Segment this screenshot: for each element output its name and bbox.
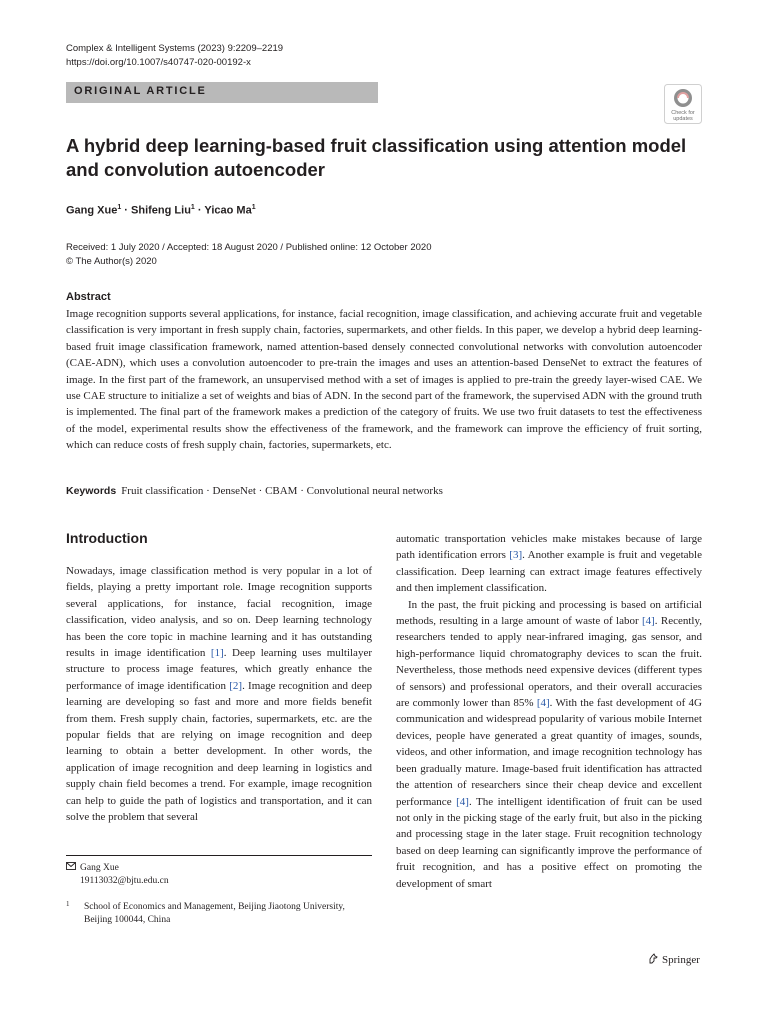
body-text: . The intelligent identification of fruit can be used not only in the picking stage of the early fruit, but also in the picking and processing stage in the later stage. Fruit recognition technology based on deep learning can significantly improve the performance of fruit recognition, and has a positive effect on promoting the development of smart [396, 795, 702, 890]
author-separator: · [194, 204, 205, 217]
keywords-line [66, 485, 443, 497]
body-text: In the past, the fruit picking and processing is based on artificial methods, resulting in a large amount of waste of labor [396, 598, 702, 628]
body-paragraph [66, 563, 372, 826]
article-title: A hybrid deep learning-based fruit classification using attention model and convolution autoencoder [66, 135, 687, 180]
article-type-banner [66, 82, 378, 103]
author-separator: · [121, 204, 132, 217]
citation-link[interactable]: [4] [641, 615, 655, 628]
body-text: . With the fast development of 4G communication and widespread popularity of various mobile Internet devices, people have generated a great quantity of images, sounds, videos, and other information, and image recognition technology has been gradually mature. Image-based fruit identification has attracted the attention of researchers since their cheap device and excellent performance [396, 697, 702, 808]
author-name[interactable]: Yicao Ma [204, 204, 252, 217]
journal-header [66, 42, 283, 70]
affiliation-footnote [66, 901, 372, 927]
copyright-line: © The Author(s) 2020 [66, 256, 157, 267]
check-badge-line2: updates [673, 116, 693, 122]
body-text: . Recently, researchers tended to apply near-infrared imaging, gas sensor, and high-performance liquid chromatography devices to scan the fruit. Nevertheless, those methods need expensive devices (different types of sensors) and professional operators, and their overall accuracies are commonly lower than 85% [396, 615, 702, 710]
body-text: automatic transportation vehicles make mistakes because of large path identification errors [396, 533, 702, 562]
abstract-heading: Abstract [66, 291, 111, 303]
author-list [66, 204, 256, 217]
envelope-icon [66, 862, 80, 875]
body-column-left [66, 563, 372, 826]
citation-link[interactable]: [3] [509, 549, 523, 562]
publisher-name: Springer [662, 954, 700, 966]
body-paragraph [396, 597, 702, 892]
affiliation-text: School of Economics and Management, Beijing Jiaotong University, Beijing 100044, China [84, 902, 345, 925]
keywords-text: Fruit classification · DenseNet · CBAM · Convolutional neural networks [121, 485, 443, 497]
corresponding-author [66, 862, 169, 888]
body-paragraph [396, 531, 702, 597]
publication-dates: Received: 1 July 2020 / Accepted: 18 August 2020 / Published online: 12 October 2020 [66, 242, 432, 253]
body-text: . Image recognition and deep learning are developing so fast and more and more fields benefit from them. Fresh supply chain, factories, supermarkets, etc. are the popular fields that are relying on image recognition and deep learning to obtain a better development. In other words, the application of image recognition and deep learning in logistics and supply chain field becomes a trend. For example, image recognition can help to guide the path of logistics and transportation, and it can solve the problem that several [66, 679, 373, 824]
author-name[interactable]: Shifeng Liu [131, 204, 191, 217]
introduction-heading: Introduction [66, 530, 148, 546]
author-affiliation-mark: 1 [117, 204, 122, 211]
citation-link[interactable]: [1] [210, 647, 224, 660]
body-text: Nowadays, image classification method is very popular in a lot of fields, playing a pretty important role. Image recognition supports several applications, for instance, facial recognition, image classification, video analysis, and so on. Deep learning technology has been the core topic in machine learning and it has outstanding results in image identification [66, 565, 372, 660]
body-text: . Another example is fruit and vegetable classification. Deep learning can extract image features effectively and then implement classification. [396, 549, 702, 595]
doi-link[interactable]: https://doi.org/10.1007/s40747-020-00192-x [66, 57, 251, 68]
author-affiliation-mark: 1 [251, 204, 256, 211]
check-badge-line1: Check for [671, 110, 695, 116]
author-affiliation-mark: 1 [190, 204, 195, 211]
citation-link[interactable]: [4] [536, 697, 550, 710]
citation-link[interactable]: [2] [229, 679, 243, 692]
journal-citation: Complex & Intelligent Systems (2023) 9:2209–2219 [66, 43, 284, 54]
affiliation-number: 1 [66, 900, 70, 908]
publisher-mark [648, 953, 700, 966]
citation-link[interactable]: [4] [456, 795, 469, 808]
footnote-divider [66, 855, 372, 856]
check-for-updates-icon [664, 84, 702, 124]
abstract-body: Image recognition supports several applications, for instance, facial recognition, image classification, and achieving accurate fruit and vegetable classification is very important in fresh supply chain, factories, supermarkets, and other fields. In this paper, we develop a hybrid deep learning-based fruit image classification framework, named attention-based densely connected convolutional networks with convolution autoencoder (CAE-ADN), which uses a convolution autoencoder to pre-train the images and uses an attention-based DenseNet to extract the features of image. In the first part of the framework, an unsupervised method with a set of images is applied to pre-train the greedy layer-wised CAE. We use CAE structure to initialize a set of weights and bias of ADN. In the second part of the framework, the supervised ADN with the ground truth is implemented. The final part of the framework makes a prediction of the category of fruits. We use two fruit datasets to test the effectiveness of the model, experimental results show the effectiveness of the framework, and the framework can improve the efficiency of fruit sorting, which can reduce costs of fresh supply chain, factories, supermarkets, etc. [66, 308, 702, 452]
corresponding-author-name: Gang Xue [80, 863, 119, 873]
springer-horse-icon [648, 953, 659, 964]
corresponding-author-email[interactable]: 19113032@bjtu.edu.cn [80, 876, 169, 886]
article-type-label: ORIGINAL ARTICLE [74, 85, 207, 97]
author-name[interactable]: Gang Xue [66, 204, 118, 217]
publication-history [66, 241, 431, 269]
body-column-right [396, 531, 702, 892]
check-for-updates-badge[interactable] [664, 84, 702, 124]
keywords-label: Keywords [66, 485, 117, 497]
body-text: . Deep learning uses multilayer structure to process image features, which greatly enhance the performance of image identification [66, 647, 372, 692]
